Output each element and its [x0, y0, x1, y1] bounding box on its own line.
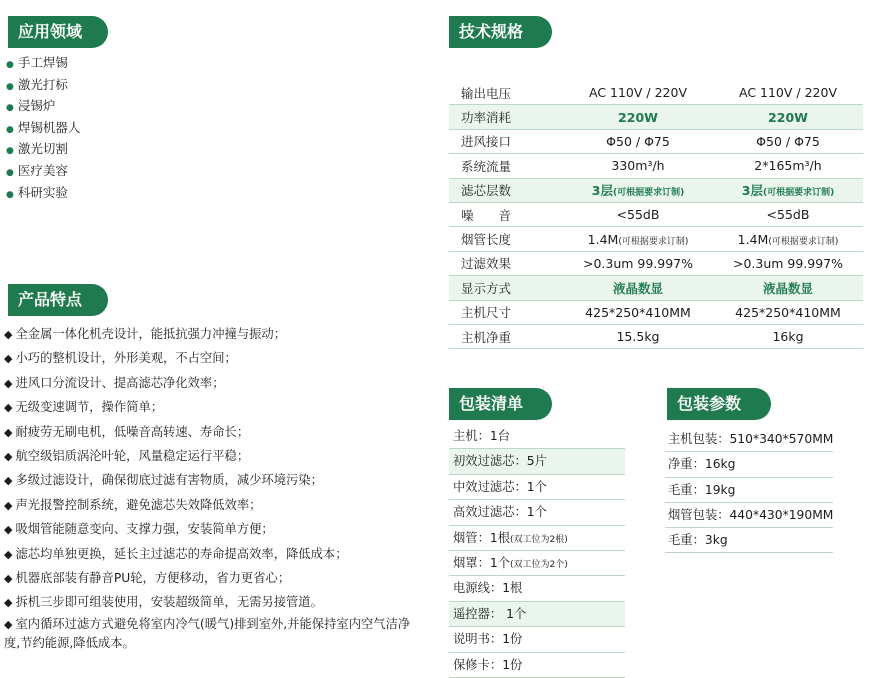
list-item: 毛重：3kg	[665, 528, 833, 553]
spec-label: 主机尺寸	[449, 300, 563, 324]
spec-value: 425*250*410MM	[563, 300, 713, 324]
applications-list	[6, 52, 80, 203]
diamond-bullet-icon: ◆	[4, 376, 13, 390]
spec-value: 3层(可根据要求订制)	[563, 178, 713, 202]
table-row	[449, 178, 863, 202]
list-item: 保修卡：1份	[449, 653, 625, 678]
list-item: ● 医疗美容	[6, 162, 68, 178]
spec-value: >0.3um 99.997%	[563, 251, 713, 275]
bullet-icon: ●	[6, 60, 14, 70]
diamond-bullet-icon: ◆	[4, 596, 13, 610]
spec-table	[449, 81, 863, 349]
spec-label: 输出电压	[449, 81, 563, 105]
spec-value: 220W	[713, 105, 863, 129]
spec-value: AC 110V / 220V	[713, 81, 863, 105]
list-item: 电源线：1根	[449, 576, 625, 601]
list-item: 初效过滤芯：5片	[449, 449, 625, 474]
spec-value: >0.3um 99.997%	[713, 251, 863, 275]
spec-value: <55dB	[713, 202, 863, 226]
spec-value: 220W	[563, 105, 713, 129]
bullet-icon: ●	[6, 167, 14, 178]
diamond-bullet-icon: ◆	[4, 401, 13, 415]
diamond-bullet-icon: ◆	[4, 571, 13, 585]
feature-item: ◆ 全金属一体化机壳设计，能抵抗强力冲撞与振动；	[4, 327, 287, 341]
list-item: ● 激光切割	[6, 141, 68, 157]
feature-item: ◆ 耐疲劳无刷电机，低噪音高转速、寿命长；	[4, 424, 250, 439]
feature-item: ◆ 航空级铝质涡沦叶轮，风量稳定运行平稳；	[4, 448, 250, 463]
bullet-icon: ●	[6, 124, 14, 135]
spec-value: 16kg	[713, 324, 863, 348]
feature-item: ◆ 室内循环过滤方式避免将室内冷气(暖气)排到室外,并能保持室内空气洁净度,节约能源,降低成本。	[4, 616, 411, 650]
spec-value: 液晶数显	[563, 276, 713, 300]
feature-item: ◆ 声光报警控制系统，避免滤芯失效降低效率；	[4, 497, 262, 512]
list-item: ● 科研实验	[6, 184, 68, 200]
list-item: 烟管包装：440*430*190MM	[665, 503, 833, 528]
feature-item: ◆ 拆机三步即可组装使用，安装超级简单，无需另接管道。	[4, 595, 323, 610]
features-header: 产品特点	[8, 284, 108, 316]
table-row	[449, 276, 863, 300]
specs-header: 技术规格	[449, 16, 552, 48]
diamond-bullet-icon: ◆	[4, 523, 13, 537]
diamond-bullet-icon: ◆	[4, 547, 13, 561]
list-item: ● 手工焊锡	[6, 55, 68, 70]
table-row	[449, 81, 863, 105]
list-item: 遥控器： 1个	[449, 602, 625, 627]
table-row	[449, 129, 863, 153]
spec-value: 2*165m³/h	[713, 154, 863, 178]
diamond-bullet-icon: ◆	[4, 352, 13, 366]
table-row	[449, 202, 863, 226]
list-item: 高效过滤芯：1个	[449, 500, 625, 525]
feature-item: ◆ 吸烟管能随意变向、支撑力强，安装简单方便；	[4, 522, 274, 537]
spec-label: 噪 音	[449, 202, 563, 226]
table-row	[449, 227, 863, 251]
spec-value: Φ50 / Φ75	[563, 129, 713, 153]
spec-value: 425*250*410MM	[713, 300, 863, 324]
spec-label: 滤芯层数	[449, 178, 563, 202]
packing-params-header: 包装参数	[667, 388, 771, 420]
spec-label: 显示方式	[449, 276, 563, 300]
spec-value: 液晶数显	[713, 276, 863, 300]
list-item: 主机：1台	[449, 424, 625, 449]
spec-label: 烟管长度	[449, 227, 563, 251]
table-row	[449, 300, 863, 324]
list-item: 烟罩：1个(双工位为2个)	[449, 551, 625, 576]
list-item: ● 焊锡机器人	[6, 119, 81, 135]
diamond-bullet-icon: ◆	[4, 425, 13, 439]
table-row	[449, 105, 863, 129]
list-item: 主机包装：510*340*570MM	[665, 427, 833, 452]
list-item: 中效过滤芯：1个	[449, 475, 625, 500]
spec-value: AC 110V / 220V	[563, 81, 713, 105]
spec-value: 1.4M(可根据要求订制)	[563, 227, 713, 251]
table-row	[449, 251, 863, 275]
list-item: 烟管：1根(双工位为2根)	[449, 526, 625, 551]
diamond-bullet-icon: ◆	[4, 498, 13, 512]
list-item: ● 浸锡炉	[6, 98, 56, 114]
packing-list	[449, 424, 625, 678]
diamond-bullet-icon: ◆	[4, 474, 13, 488]
spec-value: 1.4M(可根据要求订制)	[713, 227, 863, 251]
list-item: 净重：16kg	[665, 452, 833, 477]
apps-header: 应用领域	[8, 16, 108, 48]
packing-list-header: 包装清单	[449, 388, 552, 420]
bullet-icon: ●	[6, 189, 14, 200]
feature-item: ◆ 多级过滤设计，确保彻底过滤有害物质，减少环境污染；	[4, 473, 323, 488]
features-list	[4, 322, 424, 653]
packing-params	[665, 427, 833, 553]
spec-value: <55dB	[563, 202, 713, 226]
bullet-icon: ●	[6, 103, 14, 114]
diamond-bullet-icon: ◆	[4, 449, 13, 463]
bullet-icon: ●	[6, 146, 14, 157]
spec-value: 15.5kg	[563, 324, 713, 348]
diamond-bullet-icon: ◆	[4, 617, 13, 631]
spec-label: 功率消耗	[449, 105, 563, 129]
feature-item: ◆ 无级变速调节，操作简单；	[4, 400, 164, 415]
spec-label: 主机净重	[449, 324, 563, 348]
feature-item: ◆ 滤芯均单独更换，延长主过滤芯的寿命提高效率，降低成本；	[4, 546, 348, 561]
table-row	[449, 324, 863, 348]
spec-label: 进风接口	[449, 129, 563, 153]
list-item: 说明书：1份	[449, 627, 625, 652]
diamond-bullet-icon: ◆	[4, 328, 13, 341]
list-item: ● 激光打标	[6, 76, 68, 92]
feature-item: ◆ 机器底部装有静音PU轮，方便移动，省力更省心；	[4, 570, 291, 585]
bullet-icon: ●	[6, 81, 14, 92]
spec-label: 系统流量	[449, 154, 563, 178]
spec-label: 过滤效果	[449, 251, 563, 275]
table-row	[449, 154, 863, 178]
feature-item: ◆ 小巧的整机设计，外形美观，不占空间；	[4, 351, 237, 366]
list-item: 毛重：19kg	[665, 478, 833, 503]
spec-value: 330m³/h	[563, 154, 713, 178]
spec-value: Φ50 / Φ75	[713, 129, 863, 153]
spec-value: 3层(可根据要求订制)	[713, 178, 863, 202]
feature-item: ◆ 进风口分流设计、提高滤芯净化效率；	[4, 375, 225, 390]
